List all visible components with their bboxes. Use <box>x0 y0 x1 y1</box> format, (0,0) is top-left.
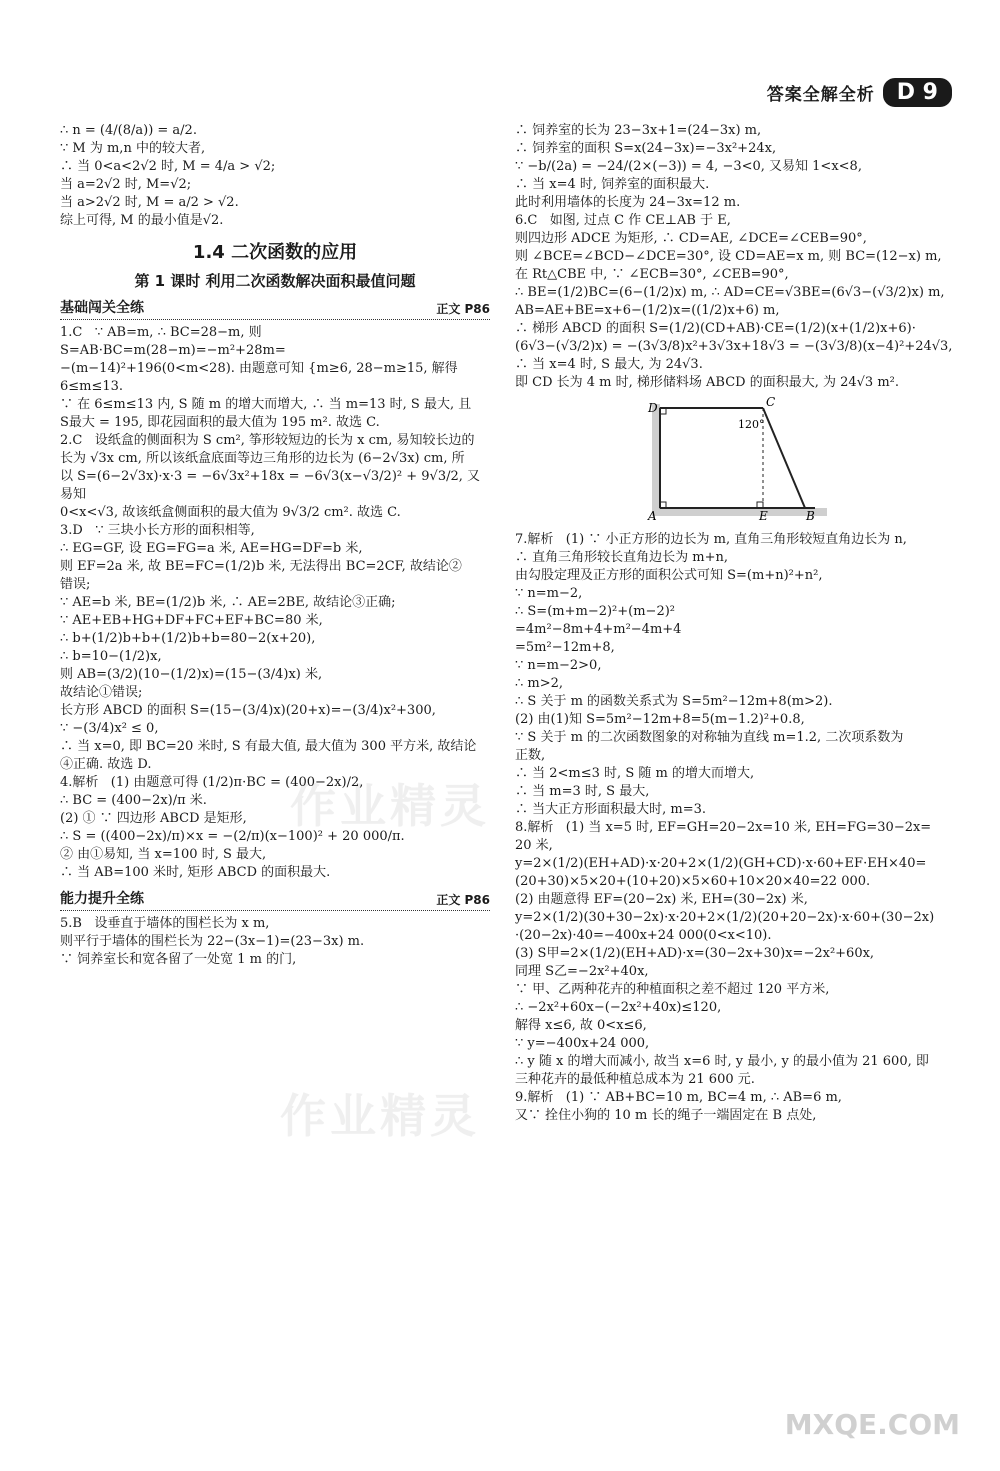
text-line: AB=AE+BE=x+6−(1/2)x=((1/2)x+6) m, <box>515 303 780 318</box>
text-line: ·(20−2x)·40=−400x+24 000(0<x<10). <box>515 928 772 943</box>
text-line: ∵ −b/(2a) = −24/(2×(−3)) = 4, −3<0, 又易知 1<x<8, <box>515 159 862 174</box>
bar-ref: 正文 P86 <box>436 302 490 316</box>
text-line: 同理 S乙=−2x²+40x, <box>515 964 649 979</box>
text-line: 则四边形 ADCE 为矩形, ∴ CD=AE, ∠DCE=∠CEB=90°, <box>515 231 867 246</box>
watermark-logo: MXQE.COM <box>784 1408 960 1441</box>
label-angle: 120° <box>738 418 765 431</box>
watermark: 作业精灵 <box>290 779 490 833</box>
bar-ref: 正文 P86 <box>436 893 490 907</box>
text-line: 由勾股定理及正方形的面积公式可知 S=(m+n)²+n², <box>515 568 823 583</box>
watermark: 作业精灵 <box>280 1089 480 1143</box>
text-line: (2) 由题意得 EF=(20−2x) 米, EH=(30−2x) 米, <box>515 892 808 907</box>
text-line: ∴ 当 x=0, 即 BC=20 米时, S 有最大值, 最大值为 300 平方米, 故结论 <box>60 739 477 754</box>
text-line: ∴ y 随 x 的增大而减小, 故当 x=6 时, y 最小, y 的最小值为 21 600, 即 <box>515 1054 929 1069</box>
text-line: 错误; <box>60 577 91 592</box>
text-line: 此时利用墙体的长度为 24−3x=12 m. <box>515 195 741 210</box>
text-line: ② 由①易知, 当 x=100 时, S 最大, <box>60 847 267 862</box>
text-line: ∴ −2x²+60x−(−2x²+40x)≤120, <box>515 1000 722 1015</box>
text-line: ∴ 当 m=3 时, S 最大, <box>515 784 650 799</box>
text-line: ∴ S=(m+m−2)²+(m−2)² <box>515 604 676 619</box>
text-line: ∴ 当 0<a<2√2 时, M = 4/a > √2; <box>60 159 276 174</box>
wall-vertical <box>652 404 660 516</box>
text-line: ∵ 甲、乙两种花卉的种植面积之差不超过 120 平方米, <box>515 982 830 997</box>
page-header <box>767 78 952 107</box>
text-line: ∴ BC = (400−2x)/π 米. <box>60 793 207 808</box>
text-line: ∴ 当 2<m≤3 时, S 随 m 的增大而增大, <box>515 766 755 781</box>
text-line: 以 S=(6−2√3x)·x·3 = −6√3x²+18x = −6√3(x−√3/2)² + 9√3/2, 又易知 <box>60 469 481 502</box>
text-line: ∴ 当 AB=100 米时, 矩形 ABCD 的面积最大. <box>60 865 331 880</box>
text-line: 长方形 ABCD 的面积 S=(15−(3/4)x)(20+x)=−(3/4)x²+300, <box>60 703 436 718</box>
left-column <box>60 122 490 969</box>
text-line: ∴ b+(1/2)b+b+(1/2)b+b=80−2(x+20), <box>60 631 316 646</box>
text-line: ∴ 当 x=4 时, 饲养室的面积最大. <box>515 177 710 192</box>
text-line: 长为 √3x cm, 所以该纸盒底面等边三角形的边长为 (6−2√3x) cm, 所 <box>60 451 465 466</box>
text-line: 3.D ∵ 三块小长方形的面积相等, <box>60 523 255 538</box>
text-line: 6.C 如图, 过点 C 作 CE⊥AB 于 E, <box>515 213 731 228</box>
text-line: 正数, <box>515 748 546 763</box>
text-line: ∴ b=10−(1/2)x, <box>60 649 162 664</box>
text-line: ∵ 饲养室长和宽各留了一处宽 1 m 的门, <box>60 952 297 967</box>
text-line: 当 a>2√2 时, M = a/2 > √2. <box>60 195 239 210</box>
text-line: 故结论①错误; <box>60 685 143 700</box>
text-line: 则 EF=2a 米, 故 BE=FC=(1/2)b 米, 无法得出 BC=2CF, 故结论② <box>60 559 462 574</box>
text-line: S最大 = 195, 即花园面积的最大值为 195 m². 故选 C. <box>60 415 380 430</box>
text-line: (2) 由(1)知 S=5m²−12m+8=5(m−1.2)²+0.8, <box>515 712 805 727</box>
page-number-badge: D 9 <box>883 78 952 107</box>
label-e: E <box>759 509 768 521</box>
text-line: (3) S甲=2×(1/2)(EH+AD)·x=(30−2x+30)x=−2x²+60x, <box>515 946 875 961</box>
text-line: y=2×(1/2)(EH+AD)·x·20+2×(1/2)(GH+CD)·x·60+EF·EH×40= <box>515 856 927 871</box>
text-line: 9.解析 (1) ∵ AB+BC=10 m, BC=4 m, ∴ AB=6 m, <box>515 1090 842 1105</box>
text-line: 8.解析 (1) 当 x=5 时, EF=GH=20−2x=10 米, EH=FG=30−2x= <box>515 820 932 835</box>
text-line: ∴ 梯形 ABCD 的面积 S=(1/2)(CD+AB)·CE=(1/2)(x+(1/2)x+6)· <box>515 321 916 336</box>
text-line: 则平行于墙体的围栏长为 22−(3x−1)=(23−3x) m. <box>60 934 365 949</box>
text-line: 7.解析 (1) ∵ 小正方形的边长为 m, 直角三角形较短直角边长为 n, <box>515 532 907 547</box>
text-line: 在 Rt△CBE 中, ∵ ∠ECB=30°, ∠CEB=90°, <box>515 267 789 282</box>
text-line: ∴ 直角三角形较长直角边长为 m+n, <box>515 550 728 565</box>
text-line: ∵ n=m−2, <box>515 586 583 601</box>
right-solutions <box>515 531 955 1125</box>
text-line: ∵ AE=b 米, BE=(1/2)b 米, ∴ AE=2BE, 故结论③正确; <box>60 595 396 610</box>
left-bottom-block <box>60 915 490 969</box>
text-line: (20+30)×5×20+(10+20)×5×60+10×20×40=22 000. <box>515 874 871 889</box>
text-line: 解得 x≤6, 故 0<x≤6, <box>515 1018 647 1033</box>
text-line: ∴ 当 x=4 时, S 最大, 为 24√3. <box>515 357 703 372</box>
text-line: ∴ 当大正方形面积最大时, m=3. <box>515 802 707 817</box>
lesson-title: 第 1 课时 利用二次函数解决面积最值问题 <box>134 272 416 290</box>
bar-title: 基础闯关全练 <box>60 300 144 316</box>
text-line: ∴ S = ((400−2x)/π)×x = −(2/π)(x−100)² + 20 000/π. <box>60 829 405 844</box>
text-line: ∵ AE+EB+HG+DF+FC+EF+BC=80 米, <box>60 613 323 628</box>
text-line: ∵ −(3/4)x² ≤ 0, <box>60 721 159 736</box>
text-line: =4m²−8m+4+m²−4m+4 <box>515 622 682 637</box>
left-top-block <box>60 122 490 230</box>
label-d: D <box>648 401 658 415</box>
right-column <box>515 122 955 1125</box>
section-bar-advanced <box>60 888 490 911</box>
text-line: 20 米, <box>515 838 553 853</box>
text-line: ∴ S 关于 m 的函数关系式为 S=5m²−12m+8(m>2). <box>515 694 833 709</box>
text-line: ∴ m>2, <box>515 676 564 691</box>
section-bar-basic <box>60 297 490 320</box>
text-line: 1.C ∵ AB=m, ∴ BC=28−m, 则 S=AB·BC=m(28−m)=−m²+28m= <box>60 325 286 358</box>
text-line: ∴ BE=(1/2)BC=(6−(1/2)x) m, ∴ AD=CE=√3BE=(6√3−(√3/2)x) m, <box>515 285 945 300</box>
figure-svg <box>640 396 830 521</box>
text-line: (6√3−(√3/2)x) = −(3√3/8)x²+3√3x+18√3 = −(3√3/8)(x−4)²+24√3, <box>515 339 953 354</box>
text-line: ∴ n = (4/(8/a)) = a/2. <box>60 123 197 138</box>
text-line: 5.B 设垂直于墙体的围栏长为 x m, <box>60 916 270 931</box>
text-line: ∴ 饲养室的面积 S=x(24−3x)=−3x²+24x, <box>515 141 777 156</box>
text-line: ∴ EG=GF, 设 EG=FG=a 米, AE=HG=DF=b 米, <box>60 541 363 556</box>
text-line: 4.解析 (1) 由题意可得 (1/2)π·BC = (400−2x)/2, <box>60 775 364 790</box>
text-line: ④正确. 故选 D. <box>60 757 152 772</box>
text-line: 2.C 设纸盒的侧面积为 S cm², 筝形较短边的长为 x cm, 易知较长边的 <box>60 433 475 448</box>
text-line: ∵ n=m−2>0, <box>515 658 602 673</box>
text-line: 综上可得, M 的最小值是√2. <box>60 213 224 228</box>
text-line: ∵ S 关于 m 的二次函数图象的对称轴为直线 m=1.2, 二次项系数为 <box>515 730 904 745</box>
text-line: y=2×(1/2)(30+30−2x)·x·20+2×(1/2)(20+20−2x)·x·60+(30−2x) <box>515 910 935 925</box>
text-line: ∵ 在 6≤m≤13 内, S 随 m 的增大而增大, ∴ 当 m=13 时, S 最大, 且 <box>60 397 472 412</box>
header-label: 答案全解全析 <box>766 85 875 105</box>
bar-title: 能力提升全练 <box>60 891 144 907</box>
text-line: 即 CD 长为 4 m 时, 梯形储料场 ABCD 的面积最大, 为 24√3 m². <box>515 375 900 390</box>
text-line: 当 a=2√2 时, M=√2; <box>60 177 192 192</box>
text-line: =5m²−12m+8, <box>515 640 615 655</box>
label-c: C <box>766 396 776 409</box>
label-a: A <box>648 509 657 521</box>
text-line: ∵ M 为 m,n 中的较大者, <box>60 141 206 156</box>
wall-horizontal <box>652 508 827 516</box>
text-line: (2) ① ∵ 四边形 ABCD 是矩形, <box>60 811 247 826</box>
text-line: −(m−14)²+196(0<m<28). 由题意可知 {m≥6, 28−m≥15, 解得 6≤m≤13. <box>60 361 462 394</box>
label-b: B <box>806 509 815 521</box>
text-line: 又∵ 拴住小狗的 10 m 长的绳子一端固定在 B 点处, <box>515 1108 817 1123</box>
right-top-block <box>515 122 955 392</box>
trapezoid-figure <box>640 396 955 525</box>
text-line: 则 ∠BCE=∠BCD−∠DCE=30°, 设 CD=AE=x m, 则 BC=(12−x) m, <box>515 249 942 264</box>
text-line: 则 AB=(3/2)(10−(1/2)x)=(15−(3/4)x) 米, <box>60 667 323 682</box>
text-line: 0<x<√3, 故该纸盒侧面积的最大值为 9√3/2 cm². 故选 C. <box>60 505 401 520</box>
text-line: ∵ y=−400x+24 000, <box>515 1036 650 1051</box>
section-title: 1.4 二次函数的应用 <box>192 242 358 263</box>
text-line: ∴ 饲养室的长为 23−3x+1=(24−3x) m, <box>515 123 762 138</box>
text-line: 三种花卉的最低种植总成本为 21 600 元. <box>515 1072 755 1087</box>
